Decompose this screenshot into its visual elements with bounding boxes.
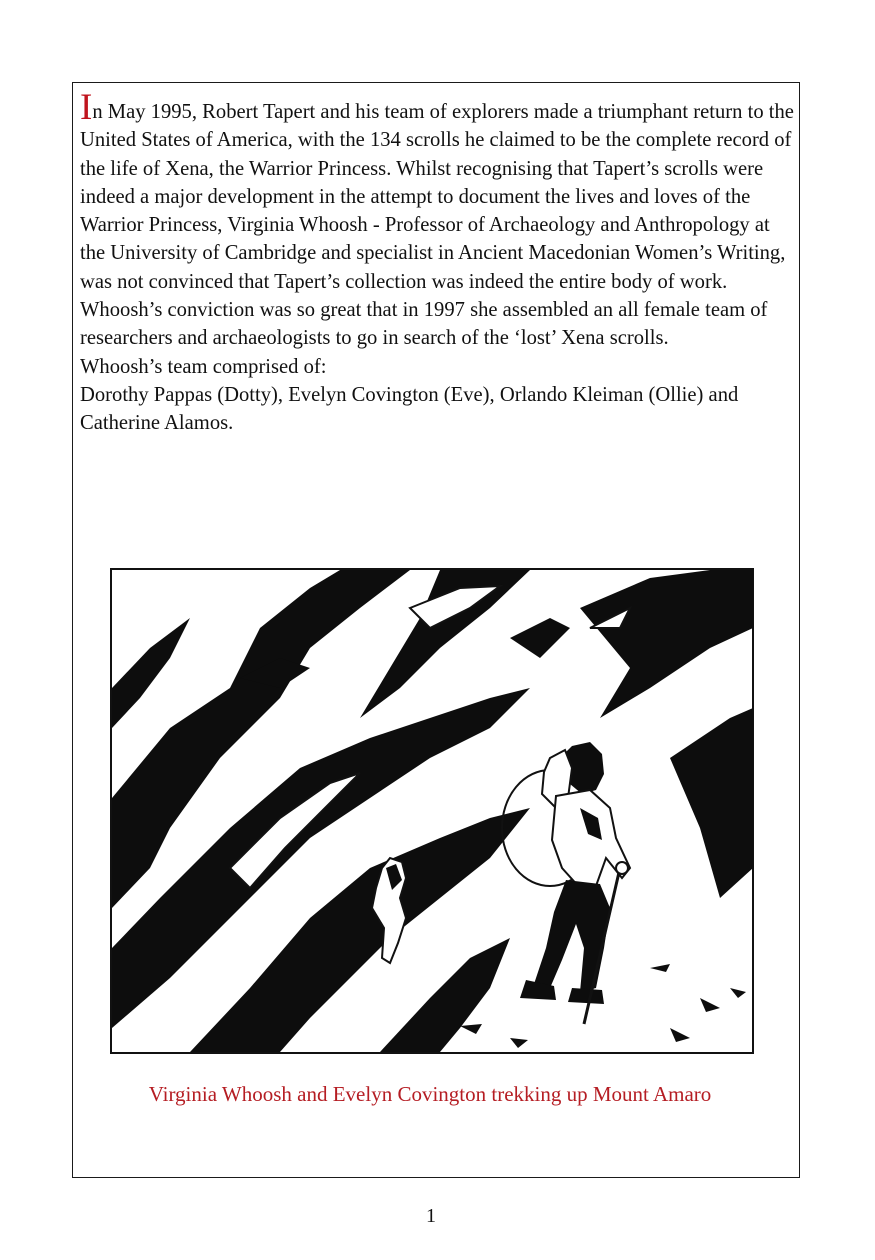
paragraph-team-members: Dorothy Pappas (Dotty), Evelyn Covington (Eve), Orlando Kleiman (Ollie) and Catherine Alamos. xyxy=(80,383,739,435)
page-number: 1 xyxy=(426,1205,436,1227)
figure-caption: Virginia Whoosh and Evelyn Covington trekking up Mount Amaro xyxy=(148,1082,712,1106)
mountain-climbers-drawing xyxy=(110,568,754,1054)
paragraph-intro xyxy=(80,87,798,296)
mountain-illustration xyxy=(110,568,754,1054)
paragraph-team-heading: Whoosh’s team comprised of: xyxy=(80,355,327,378)
drop-cap: I xyxy=(80,87,93,128)
paragraph-conviction: Whoosh’s conviction was so great that in 1997 she assembled an all female team of researchers and archaeologists to go in search of the ‘lost’ Xena scrolls. xyxy=(80,299,768,350)
paragraph-intro-text: n May 1995, Robert Tapert and his team of explorers made a triumphant return to the United States of America, with the 134 scrolls he claimed to be the complete record of the life of Xena, the Warrior Princess. Whilst recognising that Tapert’s scrolls were indeed a major development in the attempt to document the lives and loves of the Warrior Princess, Virginia Whoosh - Professor of Archaeology and Anthropology at the University of Cambridge and specialist in Ancient Macedonian Women’s Writing, was not convinced that Tapert’s collection was indeed the entire body of work. xyxy=(80,101,794,293)
body-text xyxy=(80,87,798,438)
